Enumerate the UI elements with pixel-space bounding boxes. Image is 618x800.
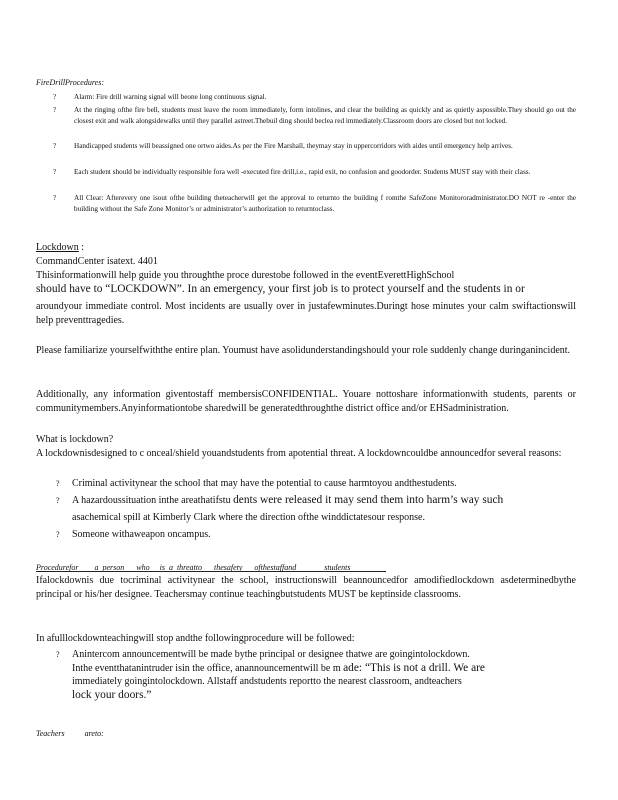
lockdown-designed-paragraph: A lockdownisdesigned to c onceal/shield youandstudents from apotential threat. A lockdowncouldbe announcedfor several reasons:: [36, 448, 562, 459]
teachers-line: Teachers areto:: [36, 729, 104, 738]
procedure-item-part: ade: “This is not a drill. We are: [343, 661, 485, 674]
fire-drill-item-text: All Clear: Afterevery one isout ofthe building theteacherwill get the approval to returnto the building f romthe SafeZone Monitororadministrator.DO NOT re -enter the building without the Safe Zone Monitor’s or administrator’s authorization to returntoclass.: [74, 194, 576, 213]
lockdown-heading-line: [36, 241, 576, 255]
lockdown-intro-line-2: should have to “LOCKDOWN”. In an emergency, your first job is to protect yourself and the students in or: [36, 283, 525, 295]
reason-text-part: A hazardoussituation inthe areathatifstu: [72, 495, 234, 506]
procedure-item-line: Anintercom announcementwill be made bythe principal or designee thatwe are goingintolockdown.: [72, 649, 470, 660]
lockdown-heading-suffix: :: [78, 242, 85, 253]
confidential-paragraph: Additionally, any information giventostaff membersisCONFIDENTIAL. Youare nottoshare informationwith students, parents or communitymembers.Anyinformationtobe sharedwill be generatedthroughthe district office and/or EHSadministration.: [36, 389, 576, 414]
fire-drill-item-all-clear: [53, 193, 576, 214]
bullet: ?: [53, 194, 57, 202]
bullet: ?: [53, 142, 57, 150]
bullet: ?: [56, 650, 60, 659]
command-center-line: CommandCenter isatext. 4401: [36, 256, 158, 267]
reason-hazardous-situation: [56, 494, 576, 508]
procedure-item-line: lock your doors.”: [72, 688, 152, 701]
procedure-item-part: Inthe eventthatanintruder isin the office, anannouncementwill be m: [72, 662, 344, 674]
fire-drill-item-text: Handicapped students will beassigned one ortwo aides.As per the Fire Marshall, theymay stay in uppercorridors with aides until emergency help arrives.: [74, 142, 513, 150]
familiarize-paragraph: Please familiarize yourselfwiththe entire plan. Youmust have asolidunderstandingshould your role suddenly change duringanincident.: [36, 345, 571, 356]
procedure-heading: Procedurefor a person who is a threatto thesafety ofthestaffand students: [36, 563, 351, 572]
procedure-item-text: [72, 648, 576, 702]
bullet: ?: [53, 106, 57, 114]
lockdown-intro-line-1: Thisinformationwill help guide you throughthe proce durestobe followed in the eventEverettHighSchool: [36, 270, 455, 281]
lockdown-intro-paragraph: aroundyour immediate control. Most incidents are usually over in justafewminutes.Duringt hose minutes your calm swiftactionswill help preventtragedies.: [36, 301, 576, 326]
reason-text: Someone withaweapon oncampus.: [72, 529, 211, 540]
bullet: ?: [53, 93, 57, 101]
fire-drill-item-text: Each student should be individually responsible fora well -executed fire drill,i.e., rapid exit, no confusion and goodorder. Students MUST stay with their class.: [74, 168, 531, 176]
reason-criminal-activity: [56, 477, 576, 491]
fire-drill-item-ringing: [53, 105, 576, 126]
reason-text-part: dents were released it may send them into harm’s way such: [233, 494, 504, 506]
reason-text: [72, 494, 576, 508]
fire-drill-item-text: At the ringing ofthe fire bell, students must leave the room immediately, form intolines, and clear the building as quickly and as quietly aspossible.They should go out the closest exit and walk alongsidewalks until they parallel astreet.Thebuil ding should beclea red immediately.Classroom doors are closed but not locked.: [74, 106, 576, 125]
reason-text: asachemical spill at Kimberly Clark where the direction ofthe winddictatesour response.: [72, 512, 425, 523]
what-is-lockdown: What is lockdown?: [36, 434, 114, 445]
full-lockdown-line: In afulllockdownteachingwill stop andthe followingprocedure will be followed:: [36, 633, 355, 644]
bullet: ?: [56, 479, 60, 488]
fire-drill-item-handicapped: [53, 141, 576, 152]
procedure-item-line: immediately goingintolockdown. Allstaff andstudents reportto the nearest classroom, andteachers: [72, 676, 462, 687]
reason-text: Criminal activitynear the school that may have the potential to cause harmtoyou andthestudents.: [72, 478, 457, 489]
bullet: ?: [56, 530, 60, 539]
lockdown-heading: Lockdown: [36, 242, 79, 253]
reason-weapon: [56, 528, 576, 542]
procedure-heading-rule: [36, 571, 386, 572]
fire-drill-heading: FireDrillProcedures:: [36, 78, 104, 87]
procedure-paragraph: Ifalockdownis due tocriminal activitynear the school, instructionswill beannouncedfor amodifiedlockdown asdeterminedbythe principal or his/her designee. Teachersmay continue teachingbutstudents MUST be keptinside classrooms.: [36, 575, 576, 600]
procedure-item-intercom: [56, 648, 576, 702]
bullet: ?: [56, 496, 60, 505]
fire-drill-item-each-student: [53, 167, 576, 178]
procedure-item-line: [72, 662, 576, 676]
fire-drill-item-text: Alarm: Fire drill warning signal will beone long continuous signal.: [74, 93, 267, 101]
fire-drill-item-alarm: [53, 92, 576, 103]
bullet: ?: [53, 168, 57, 176]
reason-hazardous-continued: [56, 511, 576, 525]
